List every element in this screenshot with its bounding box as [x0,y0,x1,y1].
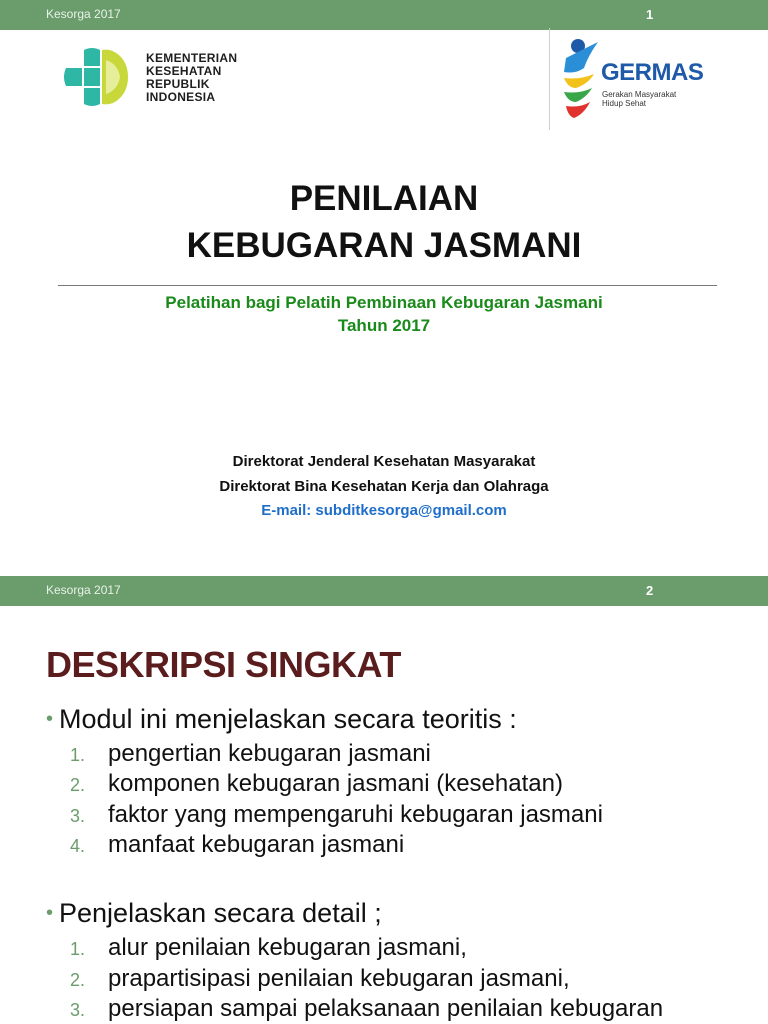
list-item [70,801,603,829]
title-line-1: PENILAIAN [289,179,479,218]
list-number: 2. [70,775,86,795]
list-item [70,831,404,859]
list-item [70,995,663,1023]
bullet-icon: • [46,708,54,730]
germas-figure-icon [558,34,604,126]
bullet-point [46,898,382,929]
list-item [70,965,570,993]
header-left-text: Kesorga 2017 [46,7,121,21]
directorate: Direktorat Bina Kesehatan Kerja dan Olahraga [219,478,549,495]
org-line: REPUBLIK [146,77,210,91]
germas-tagline [602,90,676,108]
organization-name [146,52,237,104]
bullet-icon: • [46,902,54,924]
list-number: 1. [70,745,86,765]
subtitle-line-2: Tahun 2017 [337,316,431,335]
header-left-text: Kesorga 2017 [46,583,121,597]
directorate-general: Direktorat Jenderal Kesehatan Masyarakat [232,453,536,470]
list-text: komponen kebugaran jasmani (kesehatan) [108,770,563,797]
divider [58,285,717,286]
org-line: KEMENTERIAN [146,51,238,65]
slide-header-bar [0,0,768,30]
slide-2 [0,576,768,1024]
bullet-point [46,704,517,735]
title-line-2: KEBUGARAN JASMANI [186,226,582,265]
germas-tagline-line: Gerakan Masyarakat [602,90,677,99]
subtitle-line-1: Pelatihan bagi Pelatih Pembinaan Kebugaran Jasmani [165,293,603,312]
list-number: 3. [70,806,86,826]
list-text: persiapan sampai pelaksanaan penilaian kebugaran [108,995,664,1022]
germas-tagline-line: Hidup Sehat [602,99,647,108]
germas-wordmark: GERMAS [601,59,704,86]
list-number: 1. [70,939,86,959]
list-text: pengertian kebugaran jasmani [108,740,431,767]
list-number: 4. [70,836,86,856]
slide-header-bar [0,576,768,606]
org-line: INDONESIA [146,90,216,104]
list-number: 3. [70,1000,86,1020]
bullet-text: Penjelaskan secara detail ; [59,898,382,928]
list-number: 2. [70,970,86,990]
org-line: KESEHATAN [146,64,222,78]
list-item [70,740,431,768]
list-text: faktor yang mempengaruhi kebugaran jasmani [108,801,603,828]
email-link[interactable]: E-mail: subditkesorga@gmail.com [261,502,507,519]
list-item [70,770,563,798]
slide-number: 1 [646,7,654,22]
slide-heading: DESKRIPSI SINGKAT [46,644,401,685]
germas-logo [549,28,704,130]
list-text: prapartisipasi penilaian kebugaran jasmani, [108,965,570,992]
list-text: alur penilaian kebugaran jasmani, [108,934,467,961]
list-text: manfaat kebugaran jasmani [108,831,405,858]
kemenkes-logo-icon [62,46,136,108]
slide-number: 2 [646,583,654,598]
list-item [70,934,467,962]
bullet-text: Modul ini menjelaskan secara teoritis : [59,704,517,734]
